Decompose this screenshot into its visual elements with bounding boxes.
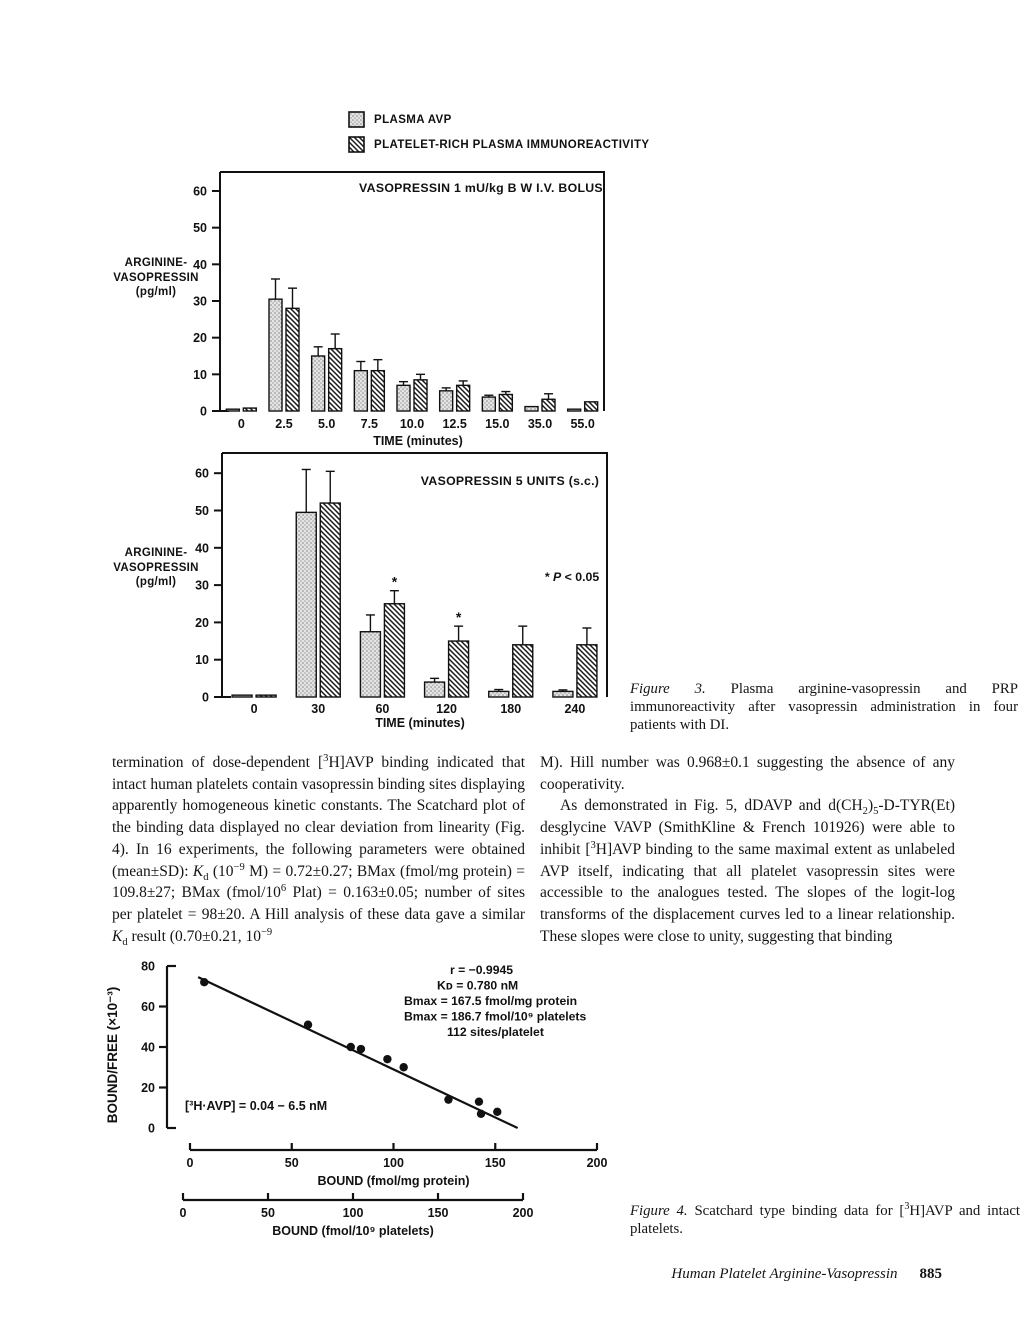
bar [449,641,469,697]
bar [489,691,509,697]
x-tick-label: 240 [564,702,586,716]
y-label-line: (pg/ml) [135,576,177,588]
fit-annotation-line: Bmax = 186.7 fmol/10⁹ platelets [404,1009,587,1024]
x-tick-label: 5.0 [317,417,336,431]
y-tick-label: 60 [141,1000,155,1014]
bar [513,645,533,697]
paragraph: termination of dose-dependent [$^3$H]AVP binding indicated that intact human platelets contain vasopressin binding sites displaying apparently homogeneous kinetic constants. The Scatchard plot of the binding data displayed no clear deviation from linearity (Fig. 4). In 16 experiments, the following parameters were obtained (mean±SD): $K_d$ ($10^{-9}$ M) = 0.72±0.27; BMax (fmol/mg protein) = 109.8±27; BMax ($fmol/10^6$ Plat) = 0.163±0.05; number of sites per platelet = 98±20. A Hill analysis of these data gave a similar $K_d$ result (0.70±0.21, $10^{-9}$ [112,752,526,948]
x-tick-label: 35.0 [527,417,553,431]
figure4-scatchard-plot [95,948,620,1248]
x-tick-label: 55.0 [570,417,595,431]
bar [577,645,597,697]
bar [585,402,598,411]
y-tick-label: 0 [202,690,209,705]
legend-item-plasma-avp [348,111,649,128]
bar [542,399,555,411]
bar [384,604,404,697]
y-tick-label: 0 [148,1121,155,1136]
stipple-swatch-icon [348,111,365,128]
x-tick-label: 15.0 [485,417,510,431]
y-label-line: ARGININE- [124,257,188,269]
data-point [304,1021,312,1029]
paragraph: M). Hill number was 0.968±0.1 suggesting the absence of any cooperativity. [540,754,955,793]
data-point [493,1108,501,1116]
bar [371,371,384,411]
legend-item-prp [348,136,649,153]
y-tick-label: 30 [195,578,209,593]
bar [425,682,445,697]
x-tick-label: 12.5 [442,417,467,431]
y-axis-label: BOUND/FREE (×10⁻³) [105,986,120,1124]
x-tick-label: 7.5 [360,417,379,431]
bar [312,356,325,411]
bar [226,409,239,411]
page-number: 885 [919,1266,942,1282]
significance-star: * [391,573,398,590]
y-label-line: VASOPRESSIN [113,271,199,284]
bar [354,371,367,411]
y-tick-label: 10 [193,367,207,382]
data-point [477,1110,485,1118]
page-footer [0,1266,942,1283]
x-tick-label: 0 [237,417,245,431]
p-value-annotation: * P < 0.05 [544,570,600,584]
ligand-range-label: [³H·AVP] = 0.04 − 6.5 nM [185,1099,328,1113]
y-tick-label: 0 [200,404,207,419]
bar [397,385,410,411]
x-tick-label: 150 [427,1206,449,1220]
x-tick-label: 0 [179,1206,187,1220]
y-tick-label: 30 [193,294,207,309]
y-tick-label: 60 [193,184,207,199]
x-tick-label: 10.0 [399,417,425,431]
x-tick-label: 100 [342,1206,364,1220]
bar [499,394,512,411]
y-tick-label: 20 [141,1081,155,1095]
bar [525,407,538,411]
figure4-caption: Figure 4. Scatchard type binding data for [$^3$H]AVP and intact platelets. [630,1201,1020,1237]
bar [457,385,470,411]
fit-annotation-line: Kᴅ = 0.780 nM [437,978,519,993]
data-point [383,1055,391,1063]
y-label-line: VASOPRESSIN [113,561,199,574]
data-point [347,1043,355,1051]
fit-annotation-line: 112 sites/platelet [447,1025,544,1039]
x-tick-label: 200 [512,1206,534,1220]
x-axis-label: TIME (minutes) [375,716,465,730]
data-point [357,1045,365,1053]
x-tick-label: 180 [500,702,522,716]
bar [568,409,581,411]
data-point [399,1063,407,1071]
fit-annotation-line: r = −0.9945 [450,963,514,977]
bar [296,512,316,697]
bar [269,299,282,411]
y-tick-label: 20 [195,615,209,630]
bar [360,632,380,697]
figure3-caption: Figure 3. Plasma arginine-vasopressin and PRP immunoreactivity after vasopressin administration in four patients with DI. [630,681,1018,733]
bar [482,397,495,411]
bar [553,691,573,697]
x-tick-label: 50 [284,1156,299,1170]
significance-star: * [455,609,462,626]
x-tick-label: 2.5 [275,417,293,431]
bar [256,695,276,697]
y-tick-label: 40 [141,1040,155,1055]
hatch-swatch-icon [348,136,365,153]
fit-annotation-line: Bmax = 167.5 fmol/mg protein [404,994,578,1008]
bar [440,391,453,411]
y-label-line: (pg/ml) [135,286,177,298]
legend-label: PLASMA AVP [374,113,452,126]
y-tick-label: 20 [193,331,207,346]
x-tick-label: 120 [436,702,458,716]
bar [232,695,252,697]
x-tick-label: 100 [383,1156,404,1170]
bar [414,380,427,411]
x-axis-label: BOUND (fmol/10⁹ platelets) [272,1224,434,1238]
x-tick-label: 50 [261,1206,275,1220]
data-point [475,1097,483,1105]
y-tick-label: 80 [141,959,155,974]
chart-title: VASOPRESSIN 1 mU/kg B W I.V. BOLUS [359,181,603,195]
running-title: Human Platelet Arginine-Vasopressin [671,1266,898,1282]
chart-title: VASOPRESSIN 5 UNITS (s.c.) [420,474,600,488]
figure3-bar-chart-subcutaneous [110,450,625,742]
y-label-line: ARGININE- [124,547,188,559]
legend-label: PLATELET-RICH PLASMA IMMUNOREACTIVITY [374,138,650,151]
y-tick-label: 50 [195,504,209,518]
bar [320,503,340,697]
bar [243,408,256,411]
x-axis-label: BOUND (fmol/mg protein) [317,1174,470,1188]
figure3-bar-chart-iv-bolus [110,168,625,456]
body-text-left-column [112,752,525,947]
x-tick-label: 200 [586,1156,608,1170]
x-tick-label: 30 [311,702,326,716]
figure3-legend [348,111,649,161]
y-tick-label: 60 [195,466,209,481]
y-tick-label: 10 [195,653,209,668]
y-tick-label: 40 [193,257,207,272]
x-tick-label: 0 [186,1156,194,1170]
body-text-right-column [540,752,955,947]
data-point [444,1095,452,1103]
bar [329,349,342,411]
x-tick-label: 150 [484,1156,506,1170]
data-point [200,978,208,986]
x-tick-label: 60 [375,702,390,716]
paragraph: As demonstrated in Fig. 5, dDAVP and $d(CH_2)_5-D-TYR(Et)$ desglycine VAVP (SmithKline & French 101926) were able to inhibit [$^3$H]AVP binding to the same maximal extent as unlabeled AVP itself, indicating that all platelet vasopressin sites were accessible to the analogues tested. The slopes of the logit-log transforms of the displacement curves led to a linear relationship. These slopes were close to unity, suggesting that binding [540,797,956,945]
y-tick-label: 50 [193,221,207,236]
bar [286,308,299,411]
x-tick-label: 0 [250,702,258,716]
y-tick-label: 40 [195,541,209,556]
x-axis-label: TIME (minutes) [373,434,463,448]
